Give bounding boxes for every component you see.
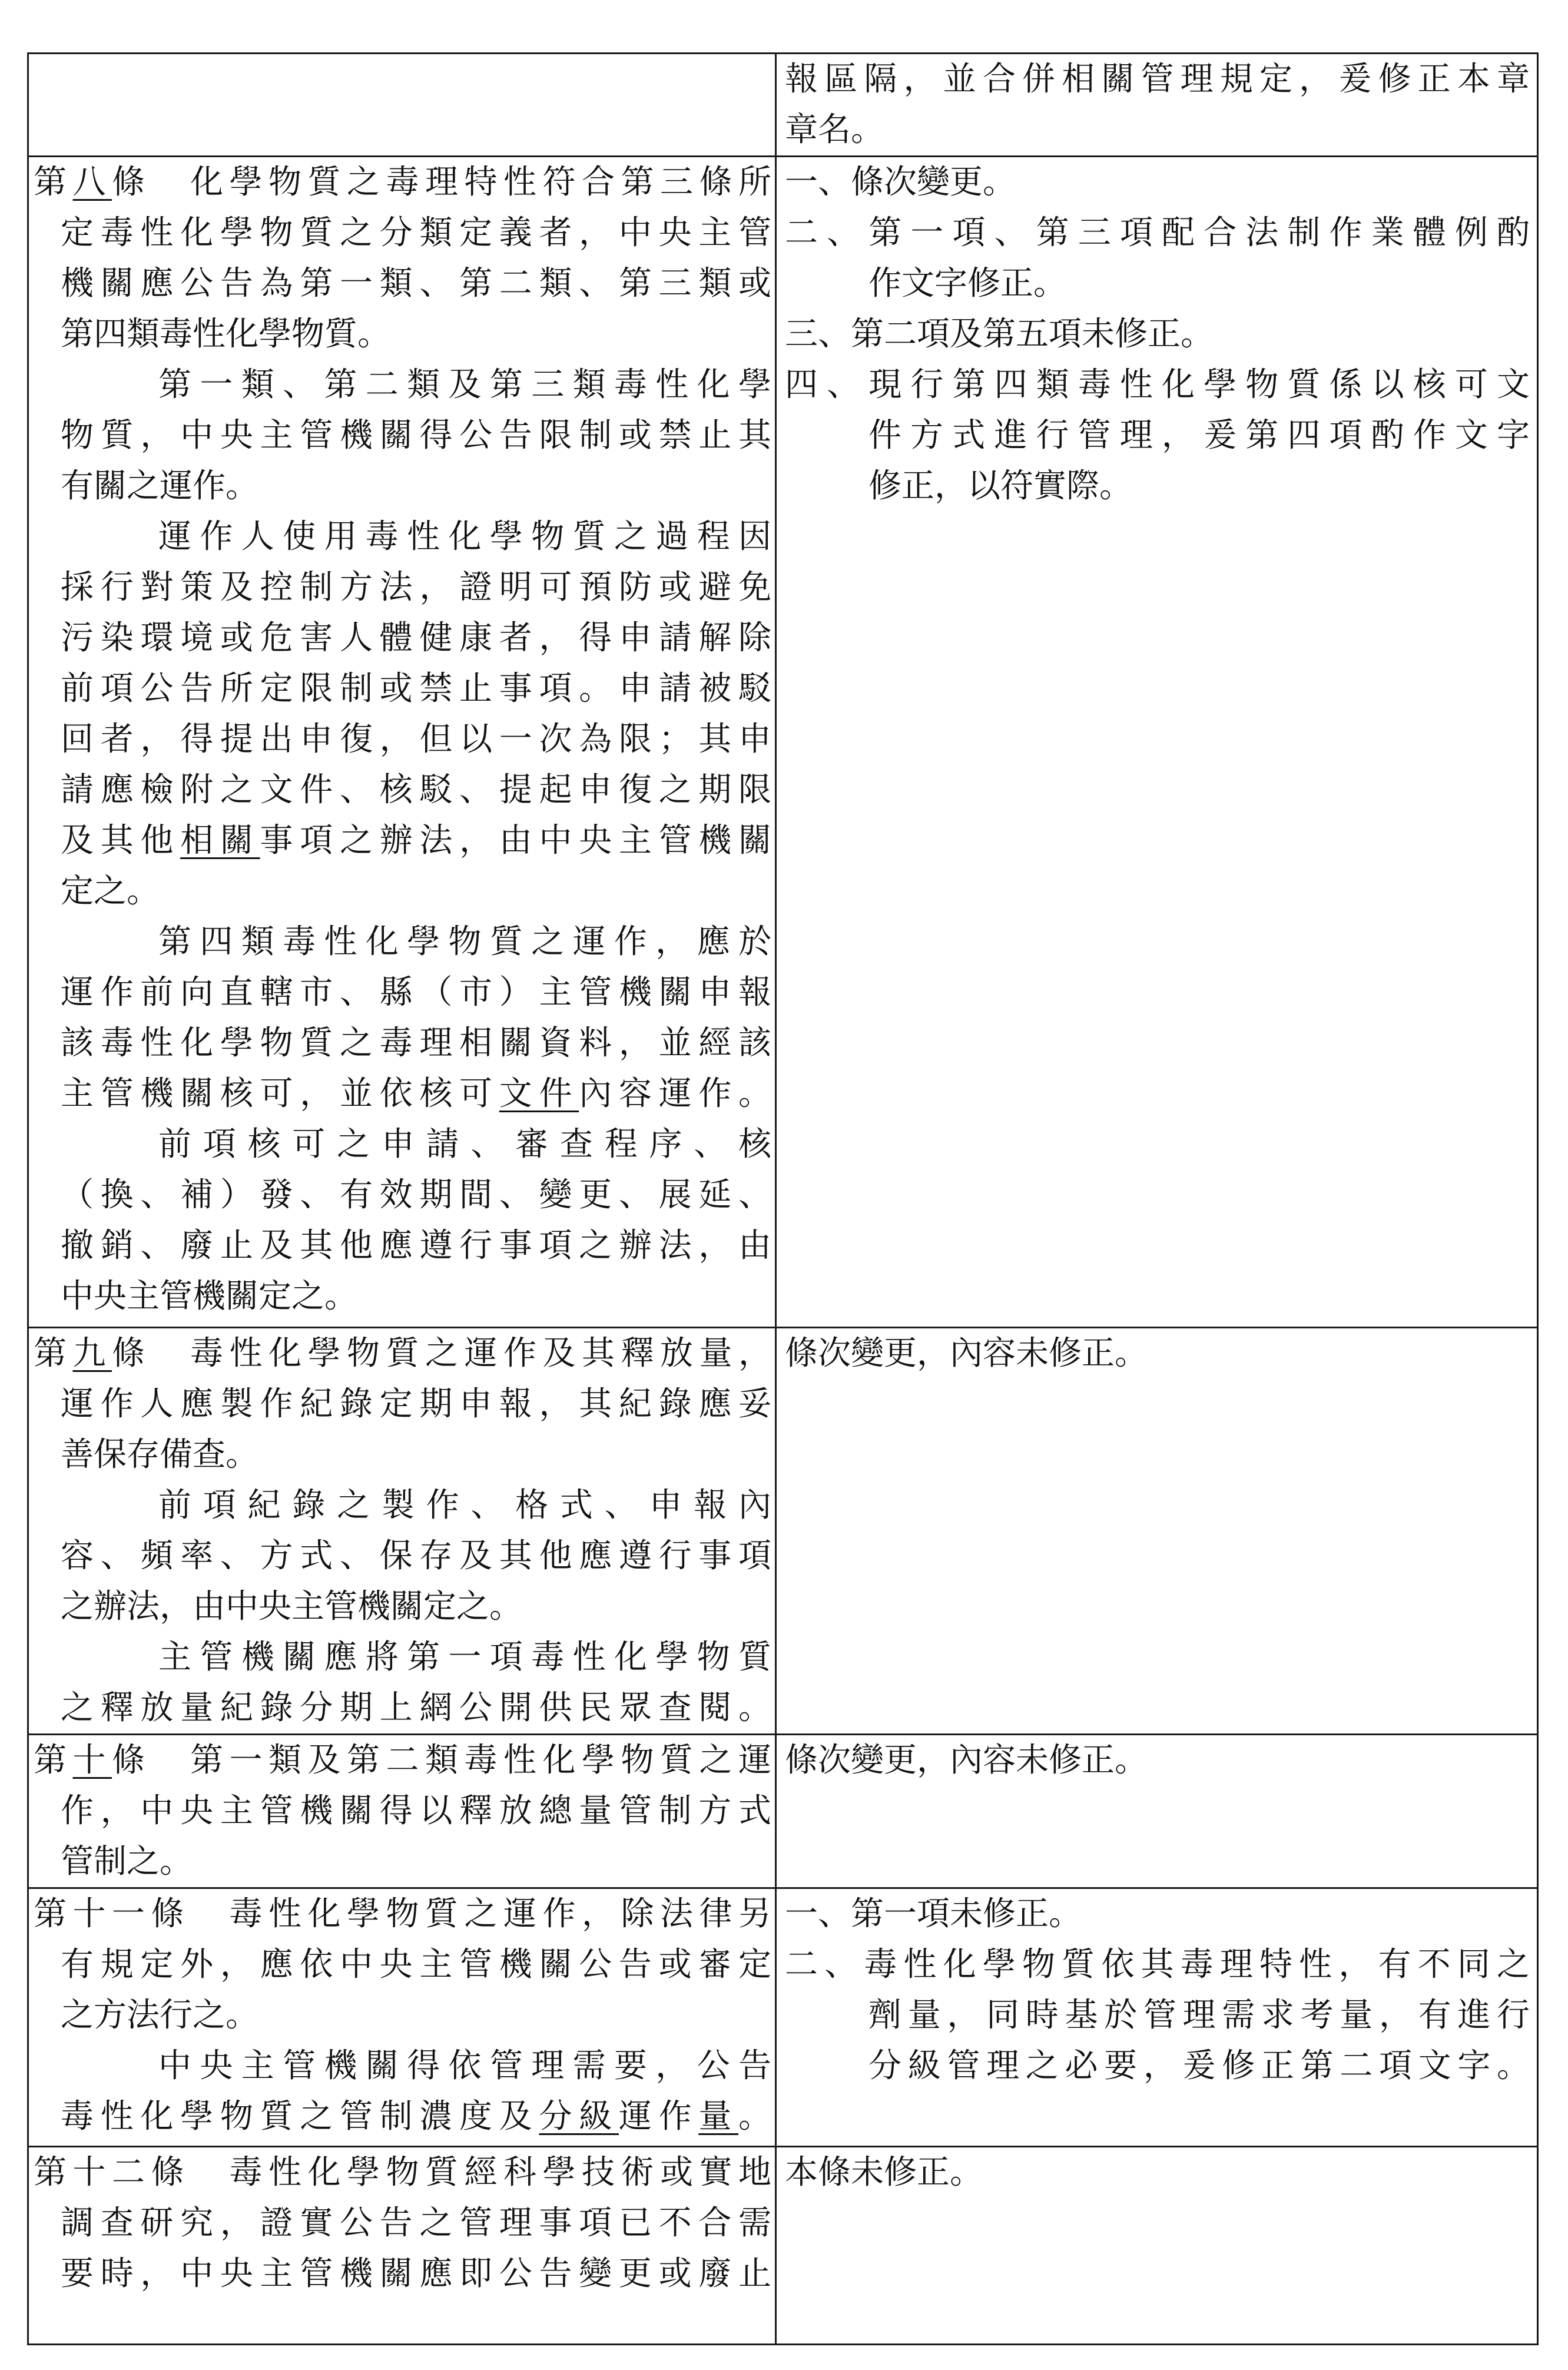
text-segment: 主管機關核可，並依核可 [61, 1075, 499, 1113]
article-text-line: 請應檢附之文件、核駁、提起申復之期限 [61, 771, 771, 809]
article-text-line: 之辦法，由中央主管機關定之。 [61, 1587, 522, 1626]
explanation-line: 劑量，同時基於管理需求考量，有進行 [868, 1996, 1530, 2034]
article-text-line: 第四類毒性化學物質。 [61, 315, 390, 353]
underlined-amendment-text: 文件 [499, 1075, 579, 1113]
article-text-line: 中央主管機關定之。 [61, 1277, 357, 1315]
article-text-line: 前項核可之申請、審查程序、核 [158, 1125, 771, 1164]
article-paragraph [34, 360, 771, 512]
article-text-line [34, 1069, 771, 1119]
explanation-line: 四、現行第四類毒性化學物質係以核可文 [785, 366, 1530, 404]
article-text-line: 第一類、第二類及第三類毒性化學 [158, 366, 771, 404]
underlined-amendment-text: 八 [72, 163, 112, 201]
table-row [28, 157, 1538, 1328]
article-paragraph [34, 1632, 771, 1733]
explanation-item [785, 208, 1530, 309]
article-text-line: 定之。 [61, 872, 160, 910]
explanation-line: 報區隔，並合併相關管理規定，爰修正本章 [785, 60, 1530, 98]
table-row [28, 1888, 1538, 2147]
table-row [28, 54, 1538, 157]
explanation-line: 二、第一項、第三項配合法制作業體例酌 [785, 214, 1530, 252]
underlined-amendment-text: 相關 [180, 821, 260, 860]
article-text-line: 有規定外，應依中央主管機關公告或審定 [61, 1945, 771, 1984]
amendment-comparison-table [27, 52, 1539, 2345]
explanation-item [785, 309, 1530, 360]
article-text-line: 撤銷、廢止及其他應遵行事項之辦法，由 [61, 1227, 771, 1265]
text-segment: 第 [34, 163, 73, 201]
explanation-line: 件方式進行管理，爰第四項酌作文字 [868, 416, 1530, 455]
explanation-item [785, 54, 1530, 155]
explanation-line: 章名。 [785, 111, 884, 149]
article-text-line: 調查研究，證實公告之管理事項已不合需 [61, 2204, 771, 2242]
article-paragraph [34, 1480, 771, 1632]
article-text-cell [28, 1328, 776, 1735]
article-text-line: （換、補）發、有效期間、變更、展延、 [61, 1176, 771, 1214]
text-segment: 毒性化學物質之管制濃度及 [61, 2097, 539, 2136]
explanation-line: 修正，以符實際。 [868, 467, 1132, 505]
article-paragraph [34, 1328, 771, 1480]
article-text-line: 有關之運作。 [61, 467, 258, 505]
article-paragraph [34, 1889, 771, 2041]
article-text-line: 物質，中央主管機關得公告限制或禁止其 [61, 416, 771, 455]
article-paragraph [34, 917, 771, 1119]
article-paragraph [34, 2147, 771, 2299]
article-paragraph [34, 1735, 771, 1887]
text-segment: 內容運作。 [579, 1075, 771, 1113]
article-text-line: 該毒性化學物質之毒理相關資料，並經該 [61, 1024, 771, 1062]
explanation-line: 二、毒性化學物質依其毒理特性，有不同之 [785, 1945, 1530, 1984]
text-segment: 。 [738, 2097, 771, 2136]
article-paragraph [34, 2041, 771, 2142]
article-text-cell [28, 157, 776, 1328]
article-text-line: 管制之。 [61, 1842, 193, 1881]
article-paragraph [34, 157, 771, 360]
article-text-line: 運作人應製作紀錄定期申報，其紀錄應妥 [61, 1385, 771, 1423]
article-text-line: 第十二條 毒性化學物質經科學技術或實地 [34, 2153, 771, 2192]
article-text-line [34, 1328, 771, 1379]
article-text-line: 採行對策及控制方法，證明可預防或避免 [61, 568, 771, 606]
text-segment: 運作 [618, 2097, 699, 2136]
article-text-line: 之方法行之。 [61, 1996, 258, 2034]
explanation-cell [776, 2147, 1538, 2345]
table-row [28, 1735, 1538, 1888]
explanation-line: 一、第一項未修正。 [785, 1895, 1082, 1933]
table-row [28, 2147, 1538, 2345]
underlined-amendment-text: 十 [72, 1741, 112, 1779]
explanation-line: 三、第二項及第五項未修正。 [785, 315, 1214, 353]
underlined-amendment-text: 量 [698, 2097, 739, 2136]
explanation-line: 一、條次變更。 [785, 163, 1016, 201]
explanation-cell [776, 1328, 1538, 1735]
text-segment: 條 第一類及第二類毒性化學物質之運 [112, 1741, 771, 1779]
article-text-line: 作，中央主管機關得以釋放總量管制方式 [61, 1792, 771, 1830]
article-text-line: 容、頻率、方式、保存及其他應遵行事項 [61, 1537, 771, 1575]
article-text-line: 之釋放量紀錄分期上網公開供民眾查閱。 [61, 1689, 771, 1727]
article-text-line [34, 816, 771, 866]
explanation-item [785, 1328, 1530, 1379]
article-text-line [34, 1735, 771, 1786]
explanation-cell [776, 54, 1538, 157]
explanation-item [785, 1735, 1530, 1786]
article-text-line: 第四類毒性化學物質之運作，應於 [158, 923, 771, 961]
article-text-line: 要時，中央主管機關應即公告變更或廢止 [61, 2255, 771, 2293]
article-text-cell [28, 1888, 776, 2147]
text-segment: 條 化學物質之毒理特性符合第三條所 [112, 163, 771, 201]
explanation-line: 條次變更，內容未修正。 [785, 1334, 1148, 1373]
underlined-amendment-text: 分級 [539, 2097, 619, 2136]
explanation-item [785, 360, 1530, 512]
article-text-line [34, 2091, 771, 2142]
article-text-cell [28, 54, 776, 157]
explanation-cell [776, 1888, 1538, 2147]
article-text-line: 前項紀錄之製作、格式、申報內 [158, 1486, 771, 1524]
explanation-line: 本條未修正。 [785, 2153, 983, 2192]
table-body [28, 54, 1538, 2345]
explanation-cell [776, 157, 1538, 1328]
article-text-line: 運作人使用毒性化學物質之過程因 [158, 518, 771, 556]
article-text-line: 前項公告所定限制或禁止事項。申請被駁 [61, 669, 771, 708]
article-text-line: 回者，得提出申復，但以一次為限；其申 [61, 720, 771, 758]
explanation-line: 分級管理之必要，爰修正第二項文字。 [868, 2047, 1530, 2085]
article-text-line: 定毒性化學物質之分類定義者，中央主管 [61, 214, 771, 252]
explanation-cell [776, 1735, 1538, 1888]
article-text-line: 機關應公告為第一類、第二類、第三類或 [61, 264, 771, 303]
article-text-line: 第十一條 毒性化學物質之運作，除法律另 [34, 1895, 771, 1933]
article-text-cell [28, 2147, 776, 2345]
explanation-line: 作文字修正。 [868, 264, 1066, 303]
text-segment: 事項之辦法，由中央主管機關 [260, 821, 771, 860]
article-text-line: 善保存備查。 [61, 1436, 258, 1474]
table-row [28, 1328, 1538, 1735]
text-segment: 第 [34, 1741, 73, 1779]
article-text-line: 中央主管機關得依管理需要，公告 [158, 2047, 771, 2085]
article-text-line [34, 157, 771, 208]
explanation-item [785, 2147, 1530, 2198]
article-text-cell [28, 1735, 776, 1888]
article-text-line: 主管機關應將第一項毒性化學物質 [158, 1638, 771, 1676]
explanation-item [785, 1889, 1530, 1940]
article-text-line: 污染環境或危害人體健康者，得申請解除 [61, 619, 771, 657]
article-text-line: 運作前向直轄市、縣（市）主管機關申報 [61, 973, 771, 1012]
article-paragraph [34, 512, 771, 917]
explanation-line: 條次變更，內容未修正。 [785, 1741, 1148, 1779]
explanation-item [785, 1940, 1530, 2091]
explanation-item [785, 157, 1530, 208]
underlined-amendment-text: 九 [72, 1334, 112, 1373]
text-segment: 條 毒性化學物質之運作及其釋放量， [112, 1334, 771, 1373]
text-segment: 第 [34, 1334, 73, 1373]
article-paragraph [34, 1119, 771, 1322]
text-segment: 及其他 [61, 821, 181, 860]
